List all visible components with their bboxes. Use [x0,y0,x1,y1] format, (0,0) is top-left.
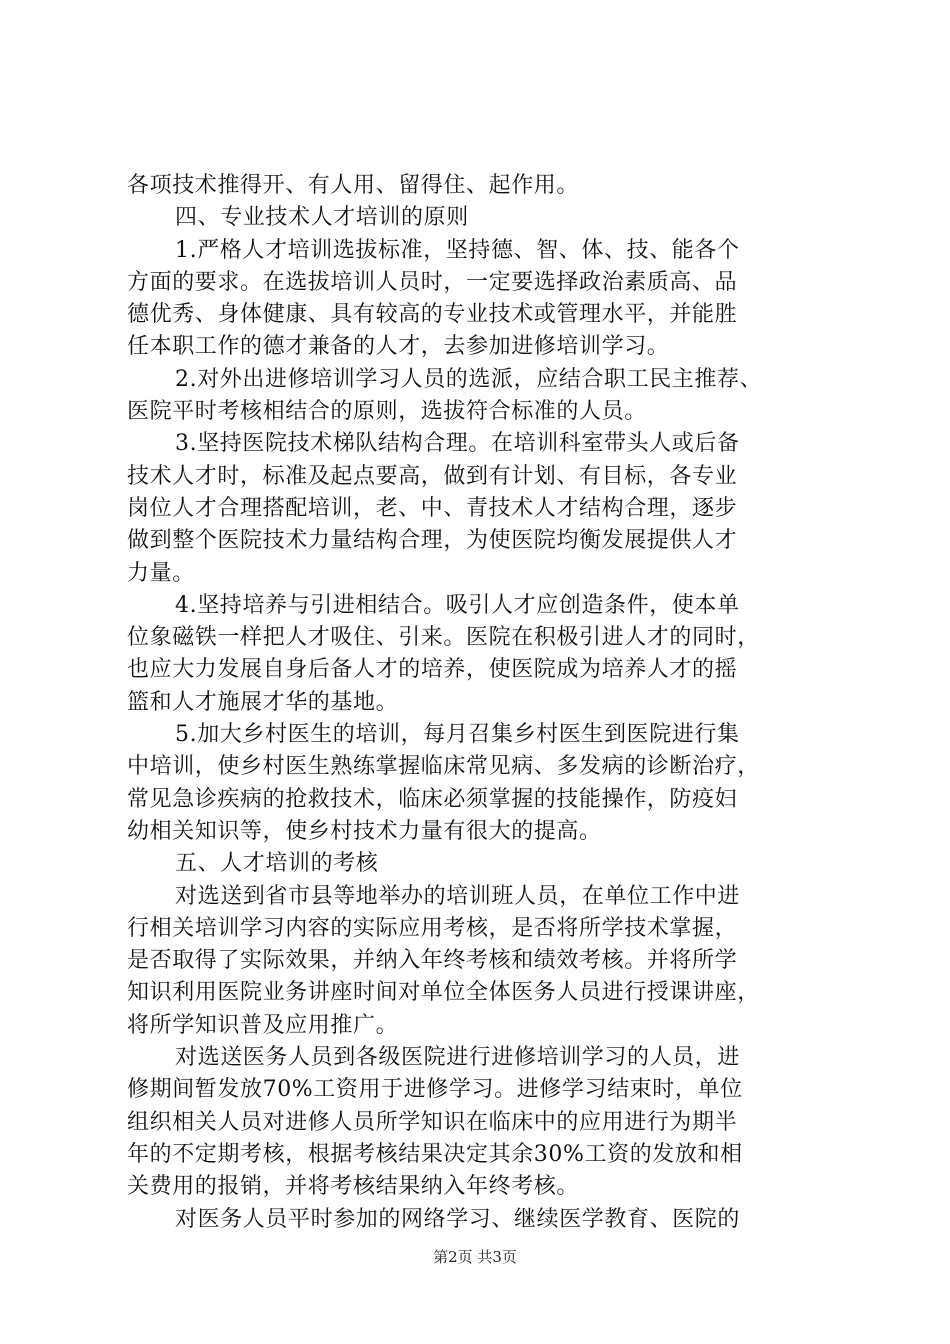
text-line: 篮和人才施展才华的基地。 [127,689,399,715]
text-line: 4.坚持培养与引进相结合。吸引人才应创造条件，使本单 [175,592,740,618]
text-line: 3.坚持医院技术梯队结构合理。在培训科室带头人或后备 [175,431,740,457]
text-line: 各项技术推得开、有人用、留得住、起作用。 [127,173,580,198]
text-line: 力量。 [127,560,195,586]
text-line: 关费用的报销，并将考核结果纳入年终考核。 [127,1174,580,1200]
text-line: 2.对外出进修培训学习人员的选派，应结合职工民主推荐、 [175,366,763,392]
document-body [127,170,839,1236]
text-line: 五、人才培训的考核 [175,851,379,877]
text-line: 组织相关人员对进修人员所学知识在临床中的应用进行为期半 [127,1109,738,1135]
text-line: 做到整个医院技术力量结构合理，为使医院均衡发展提供人才 [127,528,738,554]
text-line: 任本职工作的德才兼备的人才，去参加进修培训学习。 [127,334,670,360]
text-line: 对选送医务人员到各级医院进行进修培训学习的人员，进 [175,1045,741,1071]
page-number-footer: 第2页 共3页 [433,1248,517,1266]
text-line: 技术人才时，标准及起点要高，做到有计划、有目标，各专业 [127,463,738,489]
text-line: 知识利用医院业务讲座时间对单位全体医务人员进行授课讲座， [127,980,760,1006]
text-line: 是否取得了实际效果，并纳入年终考核和绩效考核。并将所学 [127,948,738,974]
text-line: 方面的要求。在选拔培训人员时，一定要选择政治素质高、品 [127,269,738,295]
text-line: 5.加大乡村医生的培训，每月召集乡村医生到医院进行集 [175,722,740,748]
text-line: 修期间暂发放70%工资用于进修学习。进修学习结束时，单位 [127,1077,743,1103]
text-line: 位象磁铁一样把人才吸住、引来。医院在积极引进人才的同时， [127,625,760,651]
text-line: 年的不定期考核，根据考核结果决定其余30%工资的发放和相 [127,1141,743,1167]
text-line: 中培训，使乡村医生熟练掌握临床常见病、多发病的诊断治疗， [127,754,760,780]
text-line: 医院平时考核相结合的原则，选拔符合标准的人员。 [127,399,647,425]
text-line: 四、专业技术人才培训的原则 [175,205,469,231]
text-line: 对医务人员平时参加的网络学习、继续医学教育、医院的 [175,1206,741,1232]
text-line: 也应大力发展自身后备人才的培养，使医院成为培养人才的摇 [127,657,738,683]
text-line: 行相关培训学习内容的实际应用考核，是否将所学技术掌握， [127,915,738,941]
text-line: 1.严格人才培训选拔标准，坚持德、智、体、技、能各个 [175,237,740,263]
text-line: 对选送到省市县等地举办的培训班人员，在单位工作中进 [175,883,741,909]
text-line: 岗位人才合理搭配培训，老、中、青技术人才结构合理，逐步 [127,495,738,521]
text-line: 幼相关知识等，使乡村技术力量有很大的提高。 [127,818,602,844]
text-line: 常见急诊疾病的抢救技术，临床必须掌握的技能操作，防疫妇 [127,786,738,812]
text-line: 将所学知识普及应用推广。 [127,1012,399,1038]
text-line: 德优秀、身体健康、具有较高的专业技术或管理水平，并能胜 [127,302,738,328]
